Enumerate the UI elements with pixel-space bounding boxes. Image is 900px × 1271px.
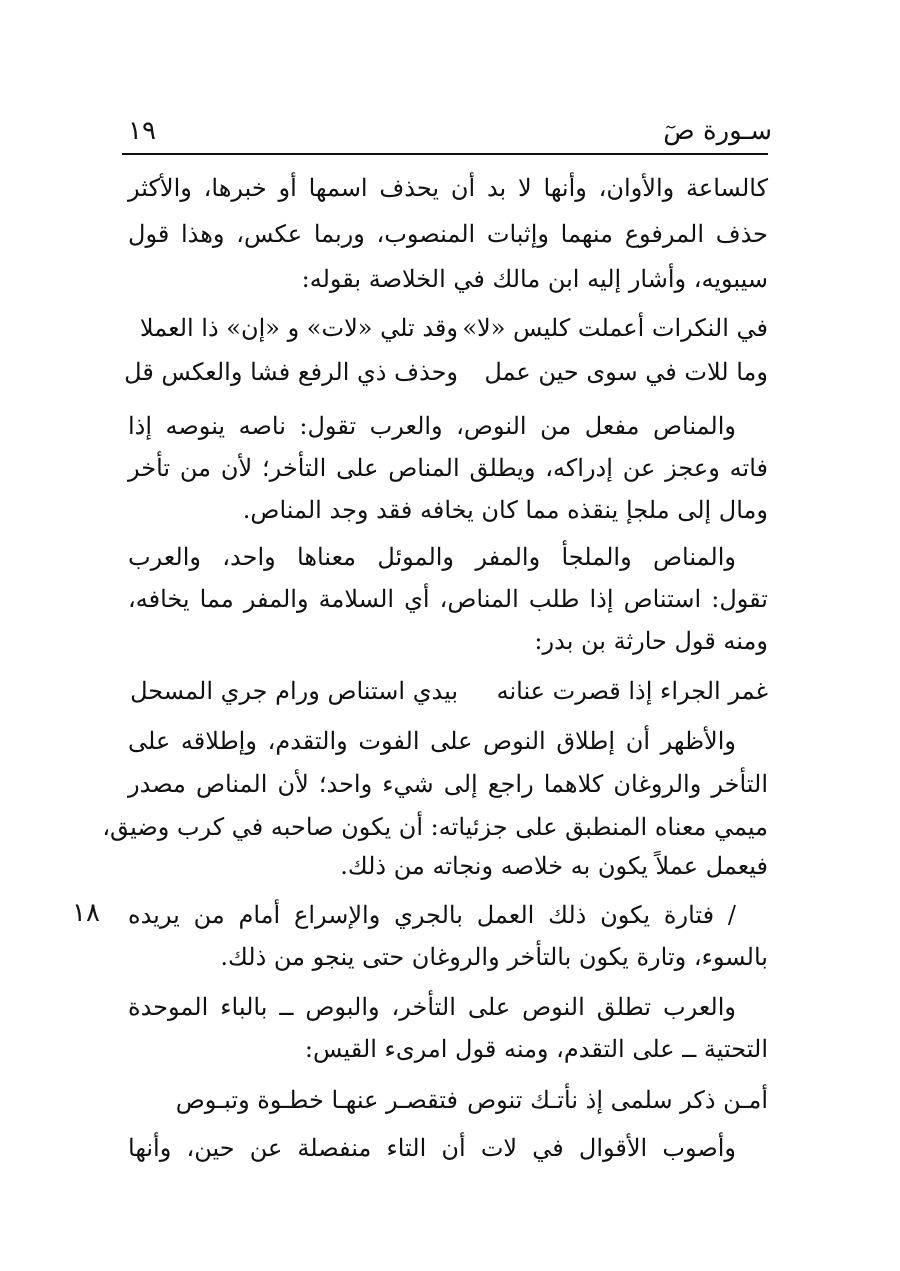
text-line: فاته وعجز عن إدراكه، ويطلق المناص على التأخر؛ لأن من تأخر — [128, 454, 768, 482]
text-line: التحتية ــ على التقدم، ومنه قول امرىء القيس: — [304, 1035, 768, 1063]
text-line: ومال إلى ملجإ ينقذه مما كان يخافه فقد وجد المناص. — [242, 496, 768, 524]
text-line: والأظهر أن إطلاق النوص على الفوت والتقدم، وإطلاقه على — [128, 727, 736, 755]
text-line: سيبويه، وأشار إليه ابن مالك في الخلاصة بقوله: — [301, 265, 768, 293]
verse-hemistich: فتقصـر عنهـا خطـوة وتبـوص — [175, 1086, 458, 1114]
verse-hemistich: وحذف ذي الرفع فشا والعكس قل — [124, 358, 458, 386]
verse-hemistich: وما للات في سوى حين عمل — [484, 358, 768, 386]
text-line: / فتارة يكون ذلك العمل بالجري والإسراع أمام من يريده — [128, 901, 736, 929]
text-line: تقول: استناص إذا طلب المناص، أي السلامة والمفر مما يخافه، — [128, 585, 768, 613]
verse-hemistich: غمر الجراء إذا قصرت عنانه — [496, 677, 768, 705]
text-line: والمناص مفعل من النوص، والعرب تقول: ناصه ينوصه إذا — [128, 412, 736, 440]
text-line: ميمي معناه المنطبق على جزئياته: أن يكون صاحبه في كرب وضيق، — [102, 813, 768, 841]
text-line: والمناص والملجأ والمفر والموئل معناها واحد، والعرب — [128, 543, 736, 571]
verse-hemistich: أمـن ذكر سلمى إذ نأتـك تنوص — [467, 1086, 768, 1114]
text-line: ومنه قول حارثة بن بدر: — [534, 627, 768, 655]
text-line: بالسوء، وتارة يكون بالتأخر والروغان حتى ينجو من ذلك. — [220, 943, 768, 971]
text-line: وأصوب الأقوال في لات أن التاء منفصلة عن حين، وأنها — [128, 1134, 736, 1162]
verse-hemistich: وقد تلي «لات» و «إن» ذا العملا — [139, 314, 458, 342]
text-line: فيعمل عملاً يكون به خلاصه ونجاته من ذلك. — [340, 852, 768, 880]
page-number: ١٩ — [128, 116, 156, 146]
margin-page-marker: ١٨ — [72, 898, 100, 928]
text-line: كالساعة والأوان، وأنها لا بد أن يحذف اسمها أو خبرها، والأكثر — [128, 174, 768, 202]
text-line: حذف المرفوع منهما وإثبات المنصوب، وربما عكس، وهذا قول — [128, 220, 768, 248]
text-line: والعرب تطلق النوص على التأخر، والبوص ــ بالباء الموحدة — [128, 993, 736, 1021]
text-line: التأخر والروغان كلاهما راجع إلى شيء واحد؛ لأن المناص مصدر — [128, 770, 768, 798]
verse-hemistich: في النكرات أعملت كليس «لا» — [462, 314, 768, 342]
running-header-title: سـورة صٓ — [663, 116, 772, 146]
header-divider — [122, 153, 768, 155]
verse-hemistich: بيدي استناص ورام جري المسحل — [130, 677, 458, 705]
